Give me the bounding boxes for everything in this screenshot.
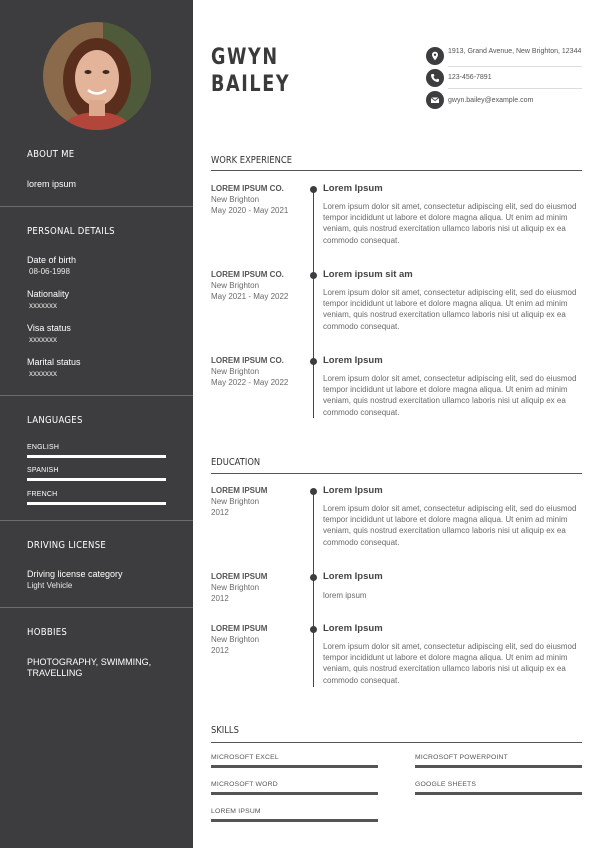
timeline-dot <box>310 626 317 633</box>
timeline-dot <box>310 272 317 279</box>
education-school: LOREM IPSUM <box>211 486 268 495</box>
contact-phone: 123-456-7891 <box>448 74 492 81</box>
education-location: New Brighton <box>211 635 260 644</box>
timeline-line <box>313 490 314 687</box>
dob-value: 08-06-1998 <box>29 267 70 276</box>
nationality-value: xxxxxxx <box>29 301 57 310</box>
skill-name: LOREM IPSUM <box>211 808 261 815</box>
contact-address: 1913, Grand Avenue, New Brighton, 12344 <box>448 48 582 55</box>
language-name: FRENCH <box>27 491 58 498</box>
timeline-dot <box>310 358 317 365</box>
language-name: ENGLISH <box>27 444 60 451</box>
work-dates: May 2020 - May 2021 <box>211 206 289 215</box>
driving-license-value: Light Vehicle <box>27 581 73 590</box>
education-degree: Lorem Ipsum <box>323 485 383 496</box>
skill-name: GOOGLE SHEETS <box>415 781 477 788</box>
work-location: New Brighton <box>211 195 260 204</box>
contact-divider <box>448 66 582 67</box>
timeline-dot <box>310 186 317 193</box>
last-name: BAILEY <box>211 72 291 97</box>
education-year: 2012 <box>211 508 229 517</box>
skill-level-bar <box>211 819 378 822</box>
education-description: Lorem ipsum dolor sit amet, consectetur adipiscing elit, sed do eiusmod tempor incididunt ut labore et dolore magna aliqua. Ut enim ad minim veniam, quis nostrud exercitation ullamco laboris nisi ut aliquip ex ea commodo consequat. <box>323 504 577 547</box>
work-role: Lorem ipsum sit am <box>323 269 413 280</box>
personal-details-heading: PERSONAL DETAILS <box>27 226 115 237</box>
languages-heading: LANGUAGES <box>27 415 83 426</box>
education-description: lorem ipsum <box>323 591 367 600</box>
section-divider <box>211 170 582 171</box>
language-level-bar <box>27 502 166 505</box>
visa-status-value: xxxxxxx <box>29 335 57 344</box>
skill-level-bar <box>415 765 582 768</box>
work-description: Lorem ipsum dolor sit amet, consectetur adipiscing elit, sed do eiusmod tempor incididunt ut labore et dolore magna aliqua. Ut enim ad minim veniam, quis nostrud exercitation ullamco laboris nisi ut aliquip ex ea commodo consequat. <box>323 202 577 245</box>
language-name: SPANISH <box>27 467 59 474</box>
hobbies-text-line1: PHOTOGRAPHY, SWIMMING, <box>27 657 152 667</box>
education-description: Lorem ipsum dolor sit amet, consectetur adipiscing elit, sed do eiusmod tempor incididunt ut labore et dolore magna aliqua. Ut enim ad minim veniam, quis nostrud exercitation ullamco laboris nisi ut aliquip ex ea commodo consequat. <box>323 642 577 685</box>
sidebar-divider <box>0 607 193 608</box>
education-degree: Lorem Ipsum <box>323 623 383 634</box>
hobbies-text-line2: TRAVELLING <box>27 668 83 678</box>
timeline-dot <box>310 574 317 581</box>
work-description: Lorem ipsum dolor sit amet, consectetur adipiscing elit, sed do eiusmod tempor incididunt ut labore et dolore magna aliqua. Ut enim ad minim veniam, quis nostrud exercitation ullamco laboris nisi ut aliquip ex ea commodo consequat. <box>323 288 577 331</box>
nationality-label: Nationality <box>27 289 70 299</box>
education-location: New Brighton <box>211 497 260 506</box>
first-name: GWYN <box>211 45 279 70</box>
work-company: LOREM IPSUM CO. <box>211 356 284 365</box>
skill-level-bar <box>415 792 582 795</box>
work-company: LOREM IPSUM CO. <box>211 184 284 193</box>
work-role: Lorem Ipsum <box>323 355 383 366</box>
hobbies-heading: HOBBIES <box>27 627 68 638</box>
education-year: 2012 <box>211 594 229 603</box>
sidebar <box>0 0 193 848</box>
timeline-dot <box>310 488 317 495</box>
envelope-icon <box>426 91 444 109</box>
skill-level-bar <box>211 792 378 795</box>
skill-name: MICROSOFT WORD <box>211 781 278 788</box>
marital-status-value: xxxxxxx <box>29 369 57 378</box>
timeline-line <box>313 188 314 418</box>
language-level-bar <box>27 455 166 458</box>
work-dates: May 2021 - May 2022 <box>211 292 289 301</box>
education-school: LOREM IPSUM <box>211 572 268 581</box>
work-experience-heading: WORK EXPERIENCE <box>211 155 293 166</box>
skill-level-bar <box>211 765 378 768</box>
marital-status-label: Marital status <box>27 357 81 367</box>
profile-photo <box>43 22 151 130</box>
education-degree: Lorem Ipsum <box>323 571 383 582</box>
driving-license-label: Driving license category <box>27 569 123 579</box>
language-level-bar <box>27 478 166 481</box>
education-school: LOREM IPSUM <box>211 624 268 633</box>
work-description: Lorem ipsum dolor sit amet, consectetur adipiscing elit, sed do eiusmod tempor incididunt ut labore et dolore magna aliqua. Ut enim ad minim veniam, quis nostrud exercitation ullamco laboris nisi ut aliquip ex ea commodo consequat. <box>323 374 577 417</box>
visa-status-label: Visa status <box>27 323 71 333</box>
section-divider <box>211 742 582 743</box>
work-location: New Brighton <box>211 281 260 290</box>
phone-icon <box>426 69 444 87</box>
sidebar-divider <box>0 395 193 396</box>
driving-license-heading: DRIVING LICENSE <box>27 540 107 551</box>
education-heading: EDUCATION <box>211 457 261 468</box>
education-year: 2012 <box>211 646 229 655</box>
section-divider <box>211 473 582 474</box>
skill-name: MICROSOFT EXCEL <box>211 754 279 761</box>
skills-heading: SKILLS <box>211 725 239 736</box>
work-role: Lorem Ipsum <box>323 183 383 194</box>
education-location: New Brighton <box>211 583 260 592</box>
about-me-text: lorem ipsum <box>27 179 77 189</box>
work-location: New Brighton <box>211 367 260 376</box>
map-pin-icon <box>426 47 444 65</box>
contact-email[interactable]: gwyn.bailey@example.com <box>448 97 534 104</box>
about-me-heading: ABOUT ME <box>27 149 75 160</box>
sidebar-divider <box>0 520 193 521</box>
dob-label: Date of birth <box>27 255 77 265</box>
work-dates: May 2022 - May 2022 <box>211 378 289 387</box>
skill-name: MICROSOFT POWERPOINT <box>415 754 508 761</box>
sidebar-divider <box>0 206 193 207</box>
contact-divider <box>448 88 582 89</box>
work-company: LOREM IPSUM CO. <box>211 270 284 279</box>
